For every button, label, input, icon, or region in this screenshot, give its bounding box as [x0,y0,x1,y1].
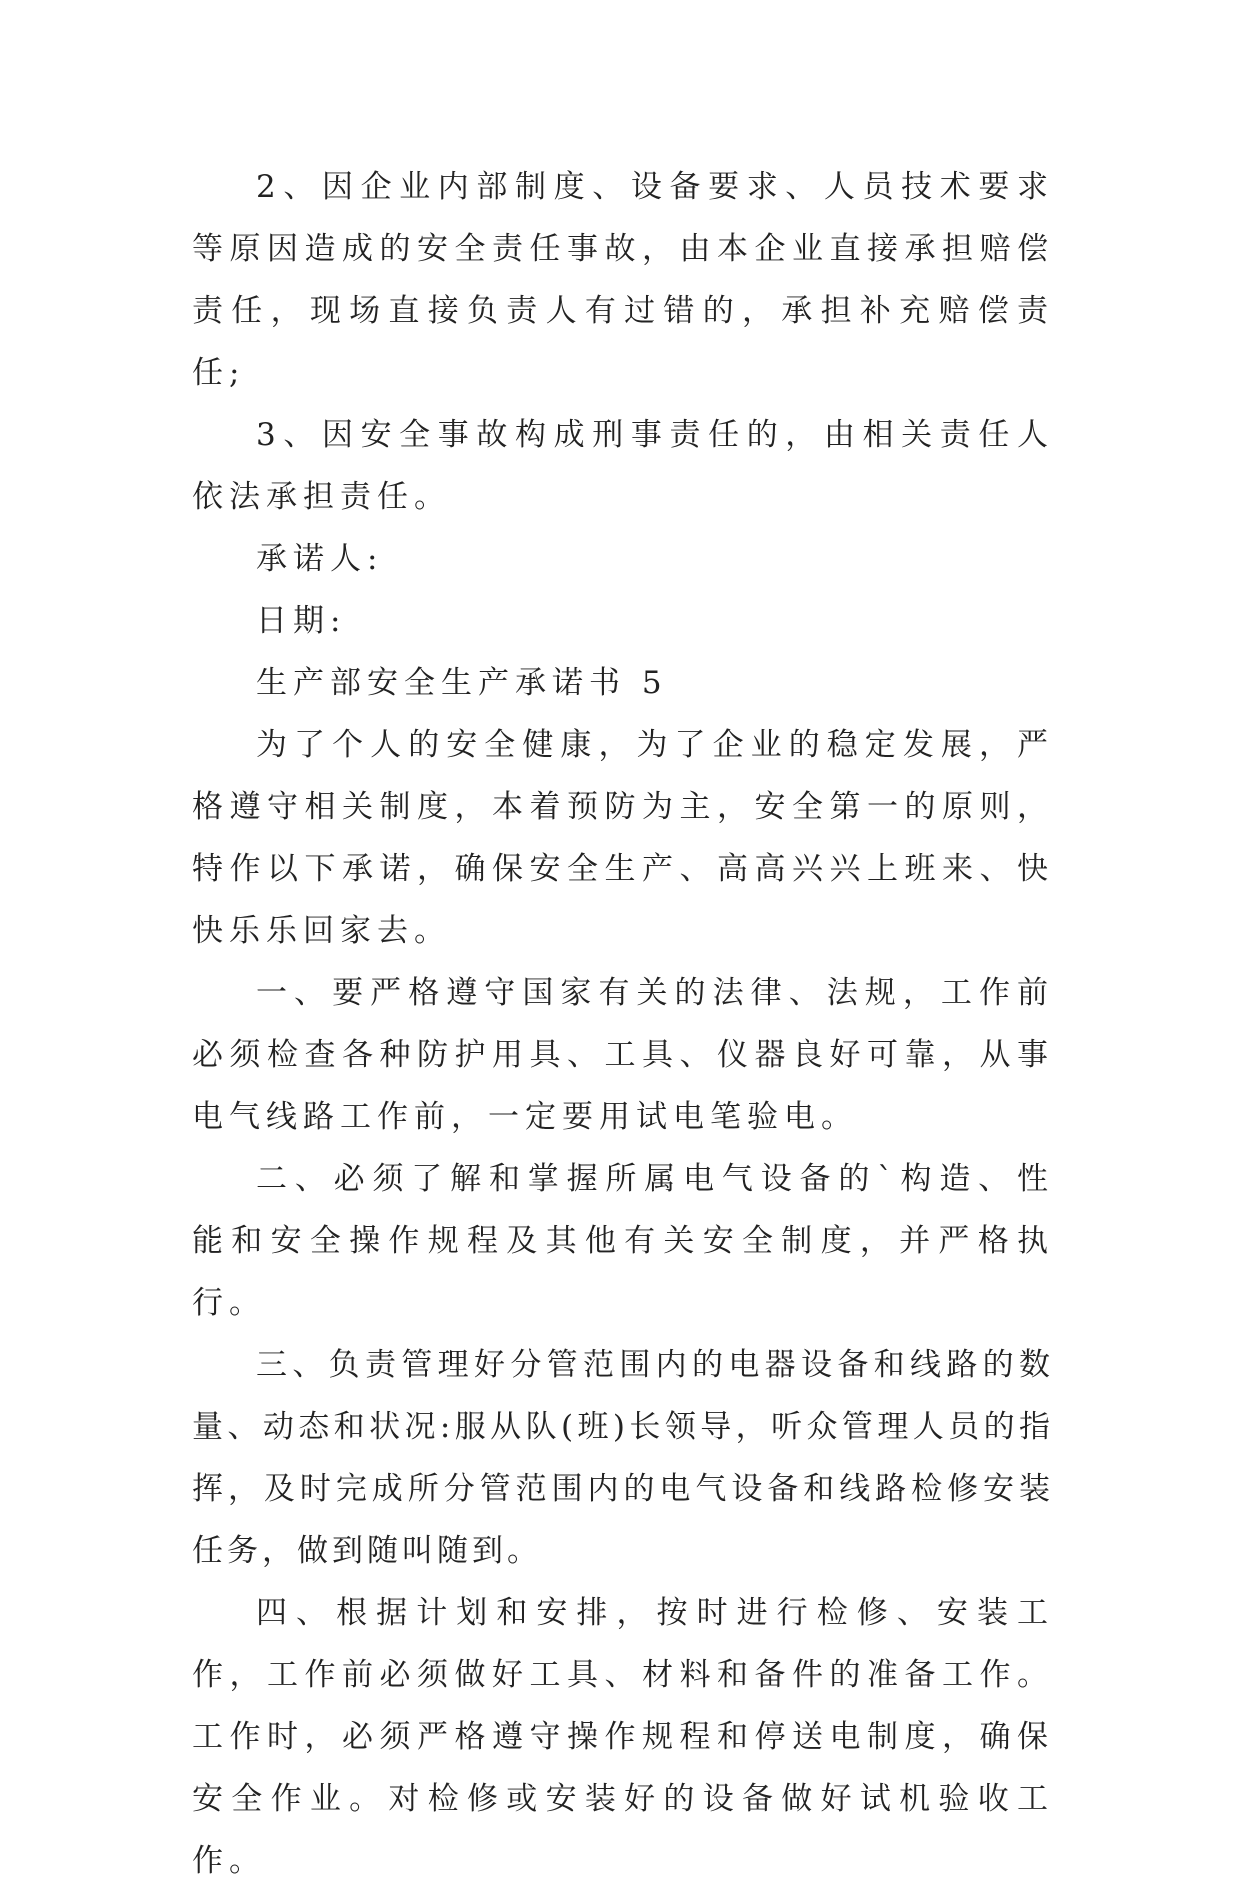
paragraph-item-2: 二、必须了解和掌握所属电气设备的`构造、性能和安全操作规程及其他有关安全制度，并严格执行。 [192,1161,1054,1321]
paragraph-item-1: 一、要严格遵守国家有关的法律、法规，工作前必须检查各种防护用具、工具、仪器良好可靠，从事电气线路工作前，一定要用试电笔验电。 [192,975,1054,1135]
paragraph-liability-3: 3、因安全事故构成刑事责任的，由相关责任人依法承担责任。 [192,417,1054,515]
paragraph-intro: 为了个人的安全健康，为了企业的稳定发展，严格遵守相关制度，本着预防为主，安全第一的原则，特作以下承诺，确保安全生产、高高兴兴上班来、快快乐乐回家去。 [192,727,1054,949]
paragraph-item-3: 三、负责管理好分管范围内的电器设备和线路的数量、动态和状况:服从队(班)长领导，听众管理人员的指挥，及时完成所分管范围内的电气设备和线路检修安装任务，做到随叫随到。 [192,1347,1054,1569]
paragraph-item-4: 四、根据计划和安排，按时进行检修、安装工作，工作前必须做好工具、材料和备件的准备工作。工作时，必须严格遵守操作规程和停送电制度，确保安全作业。对检修或安装好的设备做好试机验收工作。 [192,1595,1054,1879]
paragraph-liability-2: 2、因企业内部制度、设备要求、人员技术要求等原因造成的安全责任事故，由本企业直接承担赔偿责任，现场直接负责人有过错的，承担补充赔偿责任; [192,169,1054,391]
promisor-label: 承诺人: [256,541,384,577]
date-label: 日期: [256,603,347,639]
section-title: 生产部安全生产承诺书 5 [256,665,668,701]
document-body [192,156,1054,1892]
